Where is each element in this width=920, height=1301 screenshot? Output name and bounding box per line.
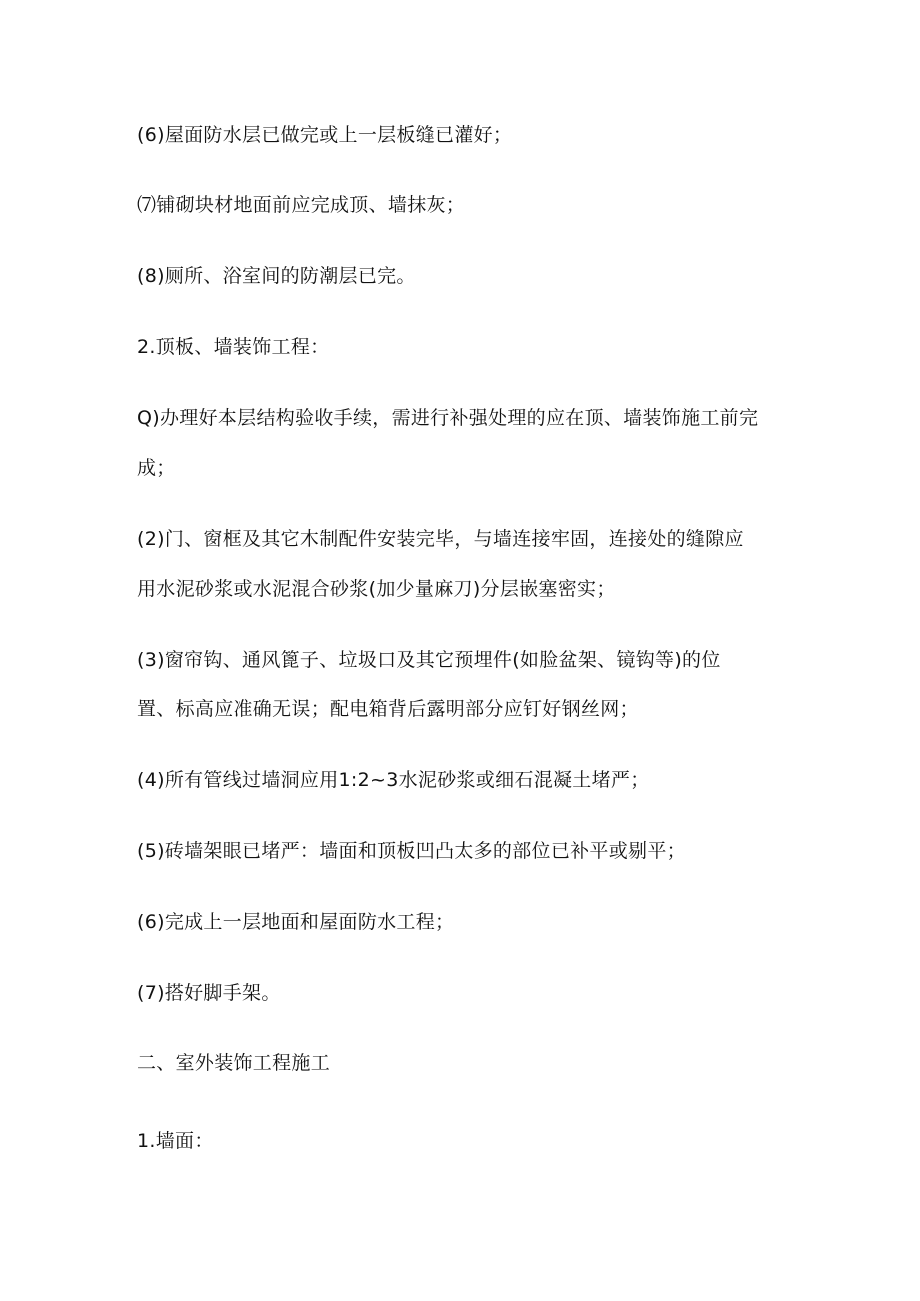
- text-line: 用水泥砂浆或水泥混合砂浆(加少量麻刀)分层嵌塞密实；: [137, 578, 616, 600]
- text-line: (3)窗帘钩、通风篦子、垃圾口及其它预埋件(如脸盆架、镜钩等)的位: [137, 649, 721, 671]
- text-line: (7)搭好脚手架。: [137, 982, 281, 1004]
- text-line: (2)门、窗框及其它木制配件安装完毕，与墙连接牢固，连接处的缝隙应: [137, 528, 744, 550]
- text-line: (6)屋面防水层已做完或上一层板缝已灌好；: [137, 124, 513, 146]
- text-line: Q)办理好本层结构验收手续，需进行补强处理的应在顶、墙装饰施工前完: [137, 407, 759, 429]
- text-line: ⑺铺砌块材地面前应完成顶、墙抹灰；: [137, 194, 466, 216]
- section-heading: 2.顶板、墙装饰工程：: [137, 336, 330, 358]
- text-line: (5)砖墙架眼已堵严：墙面和顶板凹凸太多的部位已补平或剔平；: [137, 840, 686, 862]
- section-heading: 二、室外装饰工程施工: [137, 1052, 331, 1074]
- text-line: (6)完成上一层地面和屋面防水工程；: [137, 911, 455, 933]
- text-line: (8)厕所、浴室间的防潮层已完。: [137, 265, 416, 287]
- text-line: (4)所有管线过墙洞应用1:2~3水泥砂浆或细石混凝土堵严；: [137, 769, 650, 791]
- text-line: 置、标高应准确无误；配电箱背后露明部分应钉好钢丝网；: [137, 698, 639, 720]
- section-heading: 1.墙面：: [137, 1130, 214, 1152]
- text-line: 成；: [137, 457, 176, 479]
